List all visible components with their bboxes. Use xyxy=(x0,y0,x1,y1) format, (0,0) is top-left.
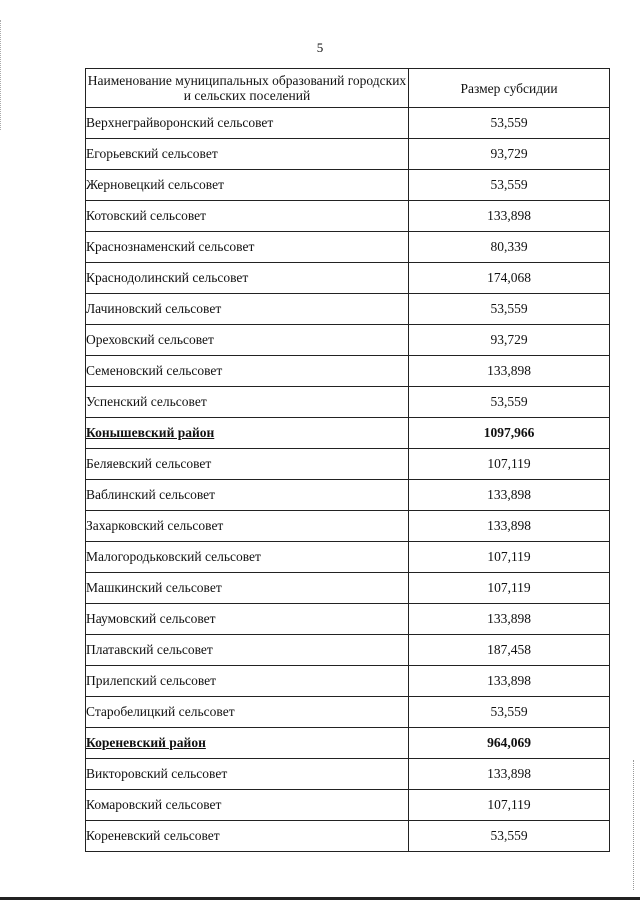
subsidy-amount: 107,119 xyxy=(409,790,610,821)
table-row xyxy=(86,542,610,573)
district-subsidy-total: 1097,966 xyxy=(409,418,610,449)
header-value-column: Размер субсидии xyxy=(409,69,610,108)
page-number: 5 xyxy=(316,40,324,55)
settlement-name: Лачиновский сельсовет xyxy=(86,294,409,325)
table-row xyxy=(86,790,610,821)
subsidy-amount: 93,729 xyxy=(409,139,610,170)
subsidy-amount: 53,559 xyxy=(409,697,610,728)
subsidy-amount: 107,119 xyxy=(409,542,610,573)
settlement-name: Успенский сельсовет xyxy=(86,387,409,418)
settlement-name: Комаровский сельсовет xyxy=(86,790,409,821)
subsidy-amount: 93,729 xyxy=(409,325,610,356)
settlement-name: Старобелицкий сельсовет xyxy=(86,697,409,728)
settlement-name: Викторовский сельсовет xyxy=(86,759,409,790)
table-row xyxy=(86,108,610,139)
table-row xyxy=(86,480,610,511)
district-subsidy-total: 964,069 xyxy=(409,728,610,759)
table-row xyxy=(86,573,610,604)
table-row xyxy=(86,356,610,387)
subsidy-amount: 174,068 xyxy=(409,263,610,294)
settlement-name: Наумовский сельсовет xyxy=(86,604,409,635)
subsidy-table xyxy=(85,68,610,852)
header-name-column: Наименование муниципальных образований городских и сельских поселений xyxy=(86,69,409,108)
table-row xyxy=(86,604,610,635)
settlement-name: Семеновский сельсовет xyxy=(86,356,409,387)
table-row xyxy=(86,511,610,542)
table-row xyxy=(86,139,610,170)
table-row xyxy=(86,170,610,201)
subsidy-amount: 133,898 xyxy=(409,511,610,542)
table-row xyxy=(86,232,610,263)
settlement-name: Захарковский сельсовет xyxy=(86,511,409,542)
settlement-name: Малогородьковский сельсовет xyxy=(86,542,409,573)
district-name: Кореневский район xyxy=(86,728,409,759)
table-row xyxy=(86,263,610,294)
district-row xyxy=(86,418,610,449)
settlement-name: Платавский сельсовет xyxy=(86,635,409,666)
table-row xyxy=(86,449,610,480)
subsidy-amount: 107,119 xyxy=(409,449,610,480)
table-row xyxy=(86,759,610,790)
table-row xyxy=(86,201,610,232)
subsidy-amount: 133,898 xyxy=(409,604,610,635)
district-row xyxy=(86,728,610,759)
table-row xyxy=(86,697,610,728)
scan-edge-right xyxy=(633,760,636,890)
subsidy-amount: 133,898 xyxy=(409,201,610,232)
settlement-name: Егорьевский сельсовет xyxy=(86,139,409,170)
subsidy-amount: 53,559 xyxy=(409,294,610,325)
settlement-name: Беляевский сельсовет xyxy=(86,449,409,480)
table-row xyxy=(86,325,610,356)
table-row xyxy=(86,821,610,852)
settlement-name: Прилепский сельсовет xyxy=(86,666,409,697)
subsidy-amount: 53,559 xyxy=(409,170,610,201)
subsidy-amount: 53,559 xyxy=(409,387,610,418)
settlement-name: Жерновецкий сельсовет xyxy=(86,170,409,201)
settlement-name: Машкинский сельсовет xyxy=(86,573,409,604)
scan-edge-bottom xyxy=(0,897,640,900)
table-row xyxy=(86,294,610,325)
settlement-name: Кореневский сельсовет xyxy=(86,821,409,852)
subsidy-amount: 187,458 xyxy=(409,635,610,666)
settlement-name: Котовский сельсовет xyxy=(86,201,409,232)
subsidy-amount: 133,898 xyxy=(409,480,610,511)
district-name: Конышевский район xyxy=(86,418,409,449)
subsidy-amount: 53,559 xyxy=(409,821,610,852)
table-header-row xyxy=(86,69,610,108)
settlement-name: Верхнеграйворонский сельсовет xyxy=(86,108,409,139)
settlement-name: Ореховский сельсовет xyxy=(86,325,409,356)
subsidy-amount: 107,119 xyxy=(409,573,610,604)
subsidy-amount: 133,898 xyxy=(409,759,610,790)
table-row xyxy=(86,387,610,418)
subsidy-amount: 80,339 xyxy=(409,232,610,263)
table-row xyxy=(86,635,610,666)
settlement-name: Краснознаменский сельсовет xyxy=(86,232,409,263)
table-body xyxy=(86,108,610,852)
scan-edge-left xyxy=(0,20,3,130)
subsidy-amount: 53,559 xyxy=(409,108,610,139)
settlement-name: Ваблинский сельсовет xyxy=(86,480,409,511)
subsidy-amount: 133,898 xyxy=(409,666,610,697)
table-row xyxy=(86,666,610,697)
subsidy-amount: 133,898 xyxy=(409,356,610,387)
settlement-name: Краснодолинский сельсовет xyxy=(86,263,409,294)
